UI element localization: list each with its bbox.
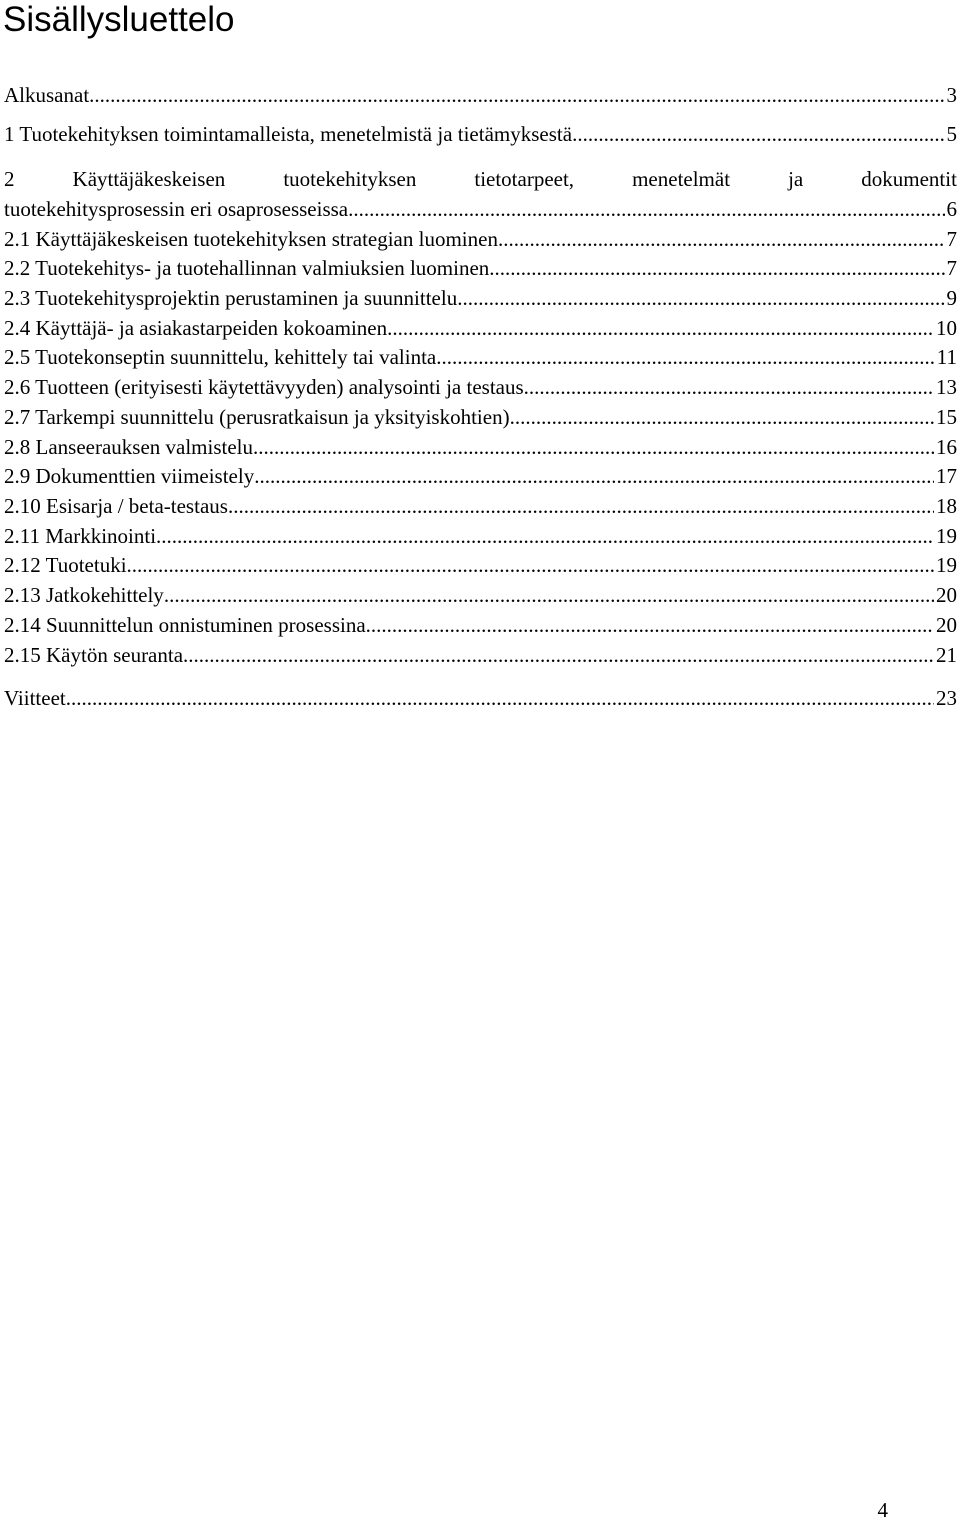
toc-entry-label: Viitteet [4,686,66,710]
toc-entry-page: 6 [946,197,957,221]
toc-entry-2-15[interactable] [4,641,957,670]
toc-entry-page: 3 [946,83,957,107]
toc-entry-2-7[interactable] [4,403,957,432]
toc-entry-2-1[interactable] [4,225,957,254]
toc-entry-label: 2.10 Esisarja / beta-testaus [4,494,228,518]
toc-entry-label-word: 2 [4,167,15,191]
toc-entry-label: 2.1 Käyttäjäkeskeisen tuotekehityksen strategian luominen [4,227,498,251]
toc-entry-page: 16 [936,435,957,459]
toc-entry-label: 2.2 Tuotekehitys- ja tuotehallinnan valmiuksien luominen [4,256,490,280]
toc-entry-label: 2.13 Jatkokehittely [4,583,164,607]
dot-leader [89,81,944,110]
toc-entry-page: 9 [946,286,957,310]
toc-entry-2-10[interactable] [4,492,957,521]
dot-leader [457,284,944,313]
toc-entry-2-6[interactable] [4,373,957,402]
toc-entry-chapter-2-line-1[interactable] [4,165,957,194]
dot-leader [387,314,934,343]
toc-entry-viitteet[interactable] [4,684,957,713]
dot-leader [510,403,934,432]
toc-entry-page: 5 [946,122,957,146]
toc-entry-label-word: Käyttäjäkeskeisen [72,167,226,191]
toc-entry-label: 2.12 Tuotetuki [4,553,127,577]
toc-entry-label: 2.6 Tuotteen (erityisesti käytettävyyden) analysointi ja testaus [4,375,524,399]
toc-entry-page: 18 [936,494,957,518]
toc-entry-label: 2.3 Tuotekehitysprojektin perustaminen ja suunnittelu [4,286,458,310]
toc-entry-2-9[interactable] [4,462,957,491]
toc-entry-label: 2.7 Tarkempi suunnittelu (perusratkaisun ja yksityiskohtien) [4,405,510,429]
toc-entry-page: 21 [936,643,957,667]
toc-entry-2-13[interactable] [4,581,957,610]
table-of-contents [4,0,957,760]
toc-entry-2-8[interactable] [4,433,957,462]
toc-entry-label-word: dokumentit [861,167,957,191]
dot-leader [572,120,944,149]
toc-entry-label: 2.14 Suunnittelun onnistuminen prosessina [4,613,366,637]
toc-entry-page: 13 [936,375,957,399]
toc-entry-label: 2.8 Lanseerauksen valmistelu [4,435,254,459]
toc-entry-label: 1 Tuotekehityksen toimintamalleista, menetelmistä ja tietämyksestä [4,122,573,146]
page-number: 4 [877,1498,888,1522]
dot-leader [127,551,934,580]
toc-entry-chapter-1[interactable] [4,120,957,149]
toc-entry-label: 2.15 Käytön seuranta [4,643,184,667]
toc-entry-2-11[interactable] [4,522,957,551]
toc-entry-label: 2.9 Dokumenttien viimeistely [4,464,255,488]
toc-entry-page: 10 [936,316,957,340]
toc-entry-page: 7 [946,256,957,280]
dot-leader [254,462,934,491]
toc-entry-2-12[interactable] [4,551,957,580]
dot-leader [156,522,934,551]
dot-leader [253,433,934,462]
toc-entry-page: 15 [936,405,957,429]
dot-leader [366,611,934,640]
toc-entry-page: 17 [936,464,957,488]
toc-entry-chapter-2-line-2[interactable] [4,195,957,224]
page-title: Sisällysluettelo [3,0,235,39]
dot-leader [524,373,934,402]
toc-entry-label-word: ja [788,167,804,191]
toc-entry-2-3[interactable] [4,284,957,313]
toc-entry-page: 19 [936,553,957,577]
dot-leader [489,254,944,283]
toc-entry-2-2[interactable] [4,254,957,283]
dot-leader [498,225,945,254]
toc-entry-label-word: tietotarpeet, [474,167,575,191]
toc-entry-label: 2.4 Käyttäjä- ja asiakastarpeiden kokoaminen [4,316,388,340]
toc-entry-page: 20 [936,583,957,607]
toc-entry-page: 23 [936,686,957,710]
toc-entry-page: 20 [936,613,957,637]
toc-entry-page: 11 [936,345,957,369]
dot-leader [66,684,934,713]
dot-leader [164,581,934,610]
toc-entry-page: 19 [936,524,957,548]
toc-entry-label: tuotekehitysprosessin eri osaprosesseissa [4,197,349,221]
dot-leader [348,195,944,224]
toc-entry-2-5[interactable] [4,343,957,372]
toc-entry-label-word: tuotekehityksen [283,167,417,191]
dot-leader [436,343,935,372]
toc-entry-label: Alkusanat [4,83,90,107]
toc-entry-alkusanat[interactable] [4,81,957,110]
toc-entry-page: 7 [946,227,957,251]
toc-entry-label-word: menetelmät [632,167,731,191]
toc-entry-2-14[interactable] [4,611,957,640]
toc-entry-label: 2.11 Markkinointi [4,524,157,548]
dot-leader [183,641,934,670]
dot-leader [228,492,934,521]
toc-entry-2-4[interactable] [4,314,957,343]
toc-entry-label: 2.5 Tuotekonseptin suunnittelu, kehittely tai valinta [4,345,437,369]
